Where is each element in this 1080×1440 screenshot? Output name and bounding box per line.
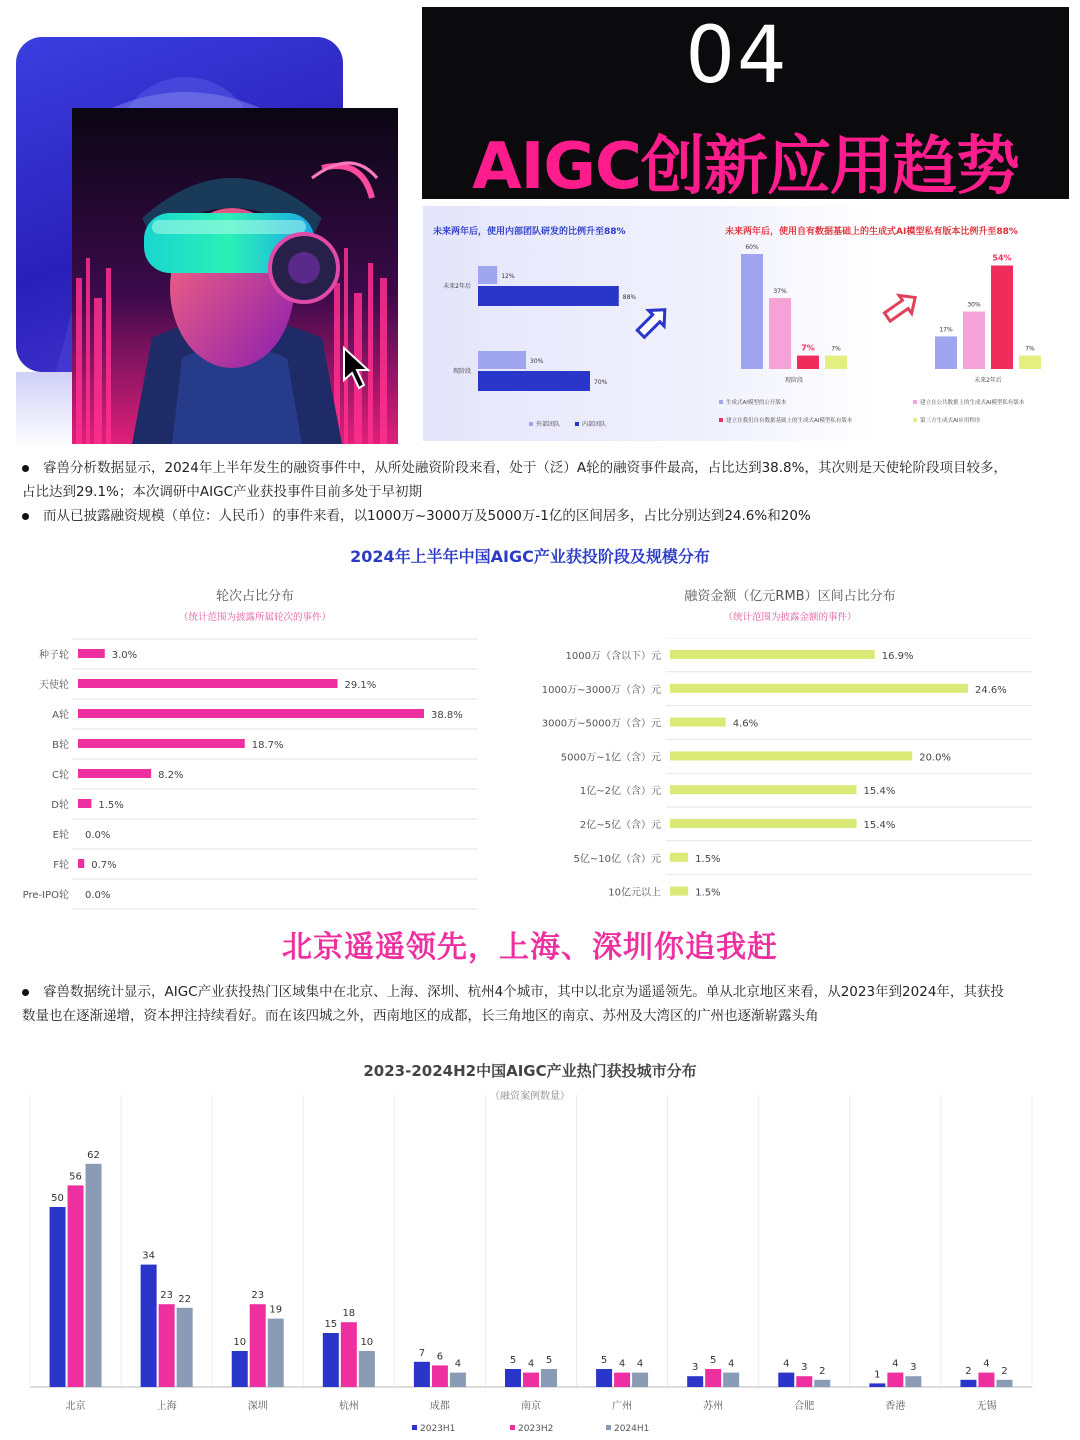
legend-swatch [913, 400, 917, 404]
survey-charts-svg [423, 206, 1069, 441]
amount-bar [670, 853, 688, 862]
survey-value-label: 54% [992, 253, 1012, 263]
legend-label: 建立在公共数据上的生成式AI模型私有版本 [920, 400, 1025, 406]
bullet-paragraph-1 [22, 456, 1062, 528]
trend-arrow-icon [881, 288, 921, 326]
survey-vertical-bar [963, 312, 985, 370]
legend-swatch [529, 422, 533, 426]
amount-category-label: 1亿~2亿（含）元 [579, 786, 661, 798]
city-category-label: 深圳 [247, 1401, 268, 1412]
survey-group-label: 现阶段 [784, 377, 804, 384]
bullet-text-continued: 占比达到29.1%；本次调研中AIGC产业获投事件目前多处于早初期 [22, 484, 422, 500]
city-value-label: 4 [636, 1358, 644, 1370]
city-category-label: 上海 [156, 1401, 177, 1412]
cyberpunk-portrait-image [72, 108, 398, 444]
round-bar [78, 739, 245, 748]
city-bar [505, 1369, 521, 1387]
city-bar [614, 1373, 630, 1387]
survey-right-title: 未来两年后，使用自有数据基础上的生成式AI模型私有版本比例升至88% [725, 227, 1018, 237]
city-value-label: 19 [269, 1304, 283, 1316]
legend-swatch [719, 400, 723, 404]
amount-chart-title: 融资金额（亿元RMB）区间占比分布 [684, 589, 896, 604]
bullet-paragraph-2 [22, 980, 1062, 1028]
amount-value-label: 1.5% [695, 853, 721, 865]
survey-vertical-bar [741, 254, 763, 369]
survey-group-label: 未来2年后 [974, 377, 1002, 384]
city-value-label: 3 [801, 1362, 808, 1374]
city-bar [996, 1380, 1012, 1387]
amount-category-label: 10亿元以上 [608, 887, 661, 899]
amount-distribution-chart [500, 638, 1040, 910]
city-bar [159, 1304, 175, 1387]
city-value-label: 4 [527, 1358, 535, 1370]
city-value-label: 3 [910, 1362, 917, 1374]
amount-bar [670, 819, 857, 828]
round-bar [78, 799, 91, 808]
city-bar [905, 1376, 921, 1387]
survey-value-label: 17% [939, 326, 953, 334]
amount-value-label: 1.5% [695, 887, 721, 899]
city-value-label: 34 [142, 1250, 156, 1262]
city-bar [414, 1362, 430, 1387]
amount-value-label: 4.6% [732, 718, 759, 730]
city-bar [177, 1308, 193, 1387]
city-value-label: 2 [819, 1365, 826, 1377]
legend-label: 第三方生成式AI应用程序 [920, 418, 981, 424]
round-value-label: 3.0% [111, 650, 138, 661]
round-chart-subtitle: （统计范围为披露所属轮次的事件） [178, 612, 331, 623]
city-value-label: 22 [178, 1293, 192, 1305]
survey-bar-internal [478, 371, 590, 391]
city-bar [450, 1373, 466, 1387]
survey-value-label: 60% [745, 244, 759, 251]
bullet-text-continued: 数量也在逐渐递增，资本押注持续看好。而在该四城之外，西南地区的成都，长三角地区的南京、苏州及大湾区的广州也逐渐崭露头角 [22, 1008, 819, 1024]
city-value-label: 2 [1001, 1365, 1008, 1377]
city-bar [632, 1373, 648, 1387]
city-value-label: 62 [87, 1149, 100, 1161]
city-bar [323, 1333, 339, 1387]
city-value-label: 4 [783, 1358, 790, 1370]
city-value-label: 23 [251, 1290, 265, 1302]
city-category-label: 苏州 [703, 1401, 724, 1412]
legend-label: 建立在我们自有数据基础上的生成式AI模型私有版本 [726, 418, 853, 424]
city-bar [796, 1376, 812, 1387]
city-value-label: 5 [709, 1355, 717, 1366]
city-distribution-chart [0, 1095, 1060, 1440]
legend-label: 生成式AI模型的公开版本 [726, 400, 787, 406]
legend-swatch [719, 418, 723, 422]
city-bar [523, 1373, 539, 1387]
city-value-label: 1 [874, 1369, 881, 1381]
round-value-label: 0.0% [85, 830, 111, 841]
bullet-dot [22, 465, 29, 472]
city-value-label: 15 [324, 1319, 338, 1330]
legend-swatch [913, 418, 917, 422]
round-bar [78, 709, 424, 718]
round-bar [78, 679, 338, 688]
survey-value-label: 37% [773, 288, 787, 296]
round-bar [78, 649, 105, 658]
city-bar [978, 1373, 994, 1387]
amount-bar [670, 751, 912, 760]
survey-vertical-bar [825, 356, 847, 369]
round-bar [78, 859, 84, 868]
amount-chart-subtitle: （统计范围为披露金额的事件） [723, 612, 857, 623]
city-bar [960, 1380, 976, 1387]
round-value-label: 38.8% [431, 710, 463, 721]
trend-arrow-icon [633, 302, 673, 342]
city-category-label: 无锡 [976, 1401, 997, 1412]
survey-value-label: 7% [801, 343, 815, 353]
round-value-label: 0.7% [91, 860, 117, 871]
round-category-label: E轮 [52, 830, 69, 841]
round-distribution-chart [0, 630, 490, 912]
bullet-text: 睿兽数据统计显示，AIGC产业获投热门区域集中在北京、上海、深圳、杭州4个城市，其中以北京为遥遥领先。单从北京地区来看，从2023年到2024年，其获投 [43, 984, 1004, 1000]
survey-group-label: 未来2年后 [443, 283, 471, 290]
city-bar [141, 1265, 157, 1387]
legend-label: 外部团队 [536, 421, 561, 428]
amount-bar [670, 650, 875, 659]
survey-group-label: 现阶段 [452, 368, 471, 375]
city-bar [86, 1164, 102, 1387]
city-bar [341, 1322, 357, 1387]
legend-swatch [606, 1425, 611, 1430]
city-value-label: 10 [233, 1337, 247, 1348]
amount-bar [670, 785, 857, 794]
city-value-label: 18 [342, 1308, 356, 1320]
round-category-label: C轮 [52, 770, 69, 781]
survey-bar-internal [478, 286, 619, 306]
survey-value-label: 88% [622, 294, 637, 301]
round-chart-title: 轮次占比分布 [215, 589, 294, 604]
survey-vertical-bar [935, 336, 957, 369]
city-value-label: 5 [545, 1355, 553, 1366]
city-value-label: 5 [509, 1355, 517, 1366]
round-value-label: 1.5% [98, 800, 124, 811]
city-bar [814, 1380, 830, 1387]
city-bar [541, 1369, 557, 1387]
amount-value-label: 15.4% [863, 786, 896, 798]
city-category-label: 杭州 [338, 1401, 359, 1412]
survey-value-label: 12% [501, 273, 515, 280]
city-value-label: 50 [51, 1193, 64, 1204]
round-category-label: F轮 [53, 860, 69, 871]
round-category-label: B轮 [52, 740, 69, 751]
survey-value-label: 7% [831, 345, 841, 353]
survey-value-label: 30% [530, 358, 544, 365]
amount-value-label: 24.6% [975, 684, 1007, 696]
city-value-label: 4 [454, 1358, 462, 1370]
round-category-label: 天使轮 [39, 680, 69, 691]
amount-value-label: 20.0% [919, 752, 952, 764]
city-value-label: 4 [892, 1358, 899, 1370]
city-bar [778, 1373, 794, 1387]
legend-label: 2023H1 [420, 1424, 456, 1434]
survey-value-label: 70% [594, 379, 608, 386]
round-category-label: Pre-IPO轮 [22, 890, 69, 901]
city-bar [68, 1185, 84, 1387]
city-value-label: 6 [436, 1351, 444, 1363]
section-2-title: 北京遥遥领先，上海、深圳你追我赶 [282, 930, 778, 965]
section-number: 04 [685, 11, 789, 101]
round-value-label: 29.1% [344, 680, 377, 691]
amount-category-label: 1000万（含以下）元 [565, 651, 661, 662]
round-value-label: 8.2% [158, 770, 184, 781]
section-header-panel [422, 7, 1069, 204]
amount-category-label: 2亿~5亿（含）元 [579, 820, 661, 831]
city-value-label: 4 [727, 1358, 735, 1370]
amount-bar [670, 887, 688, 896]
amount-value-label: 15.4% [863, 820, 896, 831]
city-value-label: 10 [360, 1337, 374, 1348]
amount-category-label: 1000万~3000万（含）元 [541, 684, 661, 696]
bullet-text: 而从已披露融资规模（单位：人民币）的事件来看，以1000万~3000万及5000万-1亿的区间居多，占比分别达到24.6%和20% [43, 508, 811, 524]
round-value-label: 18.7% [251, 740, 284, 751]
legend-label: 2023H2 [518, 1424, 554, 1434]
round-value-label: 0.0% [85, 890, 111, 901]
city-value-label: 3 [691, 1362, 699, 1374]
amount-category-label: 5亿~10亿（含）元 [573, 853, 661, 865]
city-value-label: 4 [618, 1358, 626, 1370]
city-bar [232, 1351, 248, 1387]
survey-vertical-bar [991, 266, 1013, 370]
city-category-label: 广州 [612, 1401, 633, 1412]
city-value-label: 5 [600, 1355, 608, 1366]
amount-category-label: 5000万~1亿（含）元 [560, 752, 661, 764]
city-value-label: 2 [965, 1365, 972, 1377]
bullet-dot [22, 513, 29, 520]
survey-left-title: 未来两年后，使用内部团队研发的比例升至88% [433, 227, 626, 237]
round-category-label: 种子轮 [39, 650, 69, 661]
survey-value-label: 30% [967, 301, 981, 309]
legend-swatch [575, 422, 579, 426]
survey-vertical-bar [797, 356, 819, 369]
amount-bar [670, 684, 968, 693]
city-chart-title: 2023-2024H2中国AIGC产业热门获投城市分布 [363, 1062, 697, 1080]
city-bar [250, 1304, 266, 1387]
city-bar [50, 1207, 66, 1387]
city-category-label: 香港 [885, 1401, 906, 1412]
section-1-title: 2024年上半年中国AIGC产业获投阶段及规模分布 [350, 547, 710, 566]
survey-charts-panel [423, 206, 1069, 441]
city-category-label: 合肥 [794, 1401, 815, 1412]
city-bar [596, 1369, 612, 1387]
city-bar [723, 1373, 739, 1387]
city-bar [887, 1373, 903, 1387]
round-bar [78, 769, 151, 778]
survey-vertical-bar [769, 298, 791, 369]
city-value-label: 7 [418, 1347, 426, 1359]
city-value-label: 4 [983, 1358, 990, 1370]
city-bar [268, 1319, 284, 1387]
amount-value-label: 16.9% [881, 651, 914, 662]
city-value-label: 23 [160, 1290, 174, 1302]
survey-vertical-bar [1019, 356, 1041, 369]
legend-label: 2024H1 [614, 1424, 650, 1434]
legend-label: 内部团队 [582, 421, 607, 428]
city-category-label: 南京 [521, 1401, 541, 1412]
city-bar [359, 1351, 375, 1387]
survey-value-label: 7% [1025, 345, 1035, 353]
city-bar [869, 1383, 885, 1387]
city-bar [687, 1376, 703, 1387]
amount-category-label: 3000万~5000万（含）元 [541, 718, 661, 730]
round-category-label: D轮 [51, 800, 69, 811]
city-category-label: 北京 [65, 1401, 86, 1412]
bullet-dot [22, 989, 29, 996]
bullet-text: 睿兽分析数据显示，2024年上半年发生的融资事件中，从所处融资阶段来看，处于（泛）A轮的融资事件最高，占比达到38.8%，其次则是天使轮阶段项目较多， [43, 460, 1007, 476]
amount-bar [670, 718, 726, 727]
city-category-label: 成都 [429, 1401, 450, 1412]
city-chart-subtitle: （融资案例数量） [490, 1091, 570, 1102]
section-title: AIGC创新应用趋势 [472, 130, 1019, 204]
round-category-label: A轮 [52, 710, 69, 721]
city-bar [432, 1365, 448, 1387]
city-value-label: 56 [69, 1171, 82, 1183]
survey-bar-external [478, 266, 497, 284]
survey-bar-external [478, 351, 526, 369]
city-bar [705, 1369, 721, 1387]
legend-swatch [510, 1425, 515, 1430]
legend-swatch [412, 1425, 417, 1430]
